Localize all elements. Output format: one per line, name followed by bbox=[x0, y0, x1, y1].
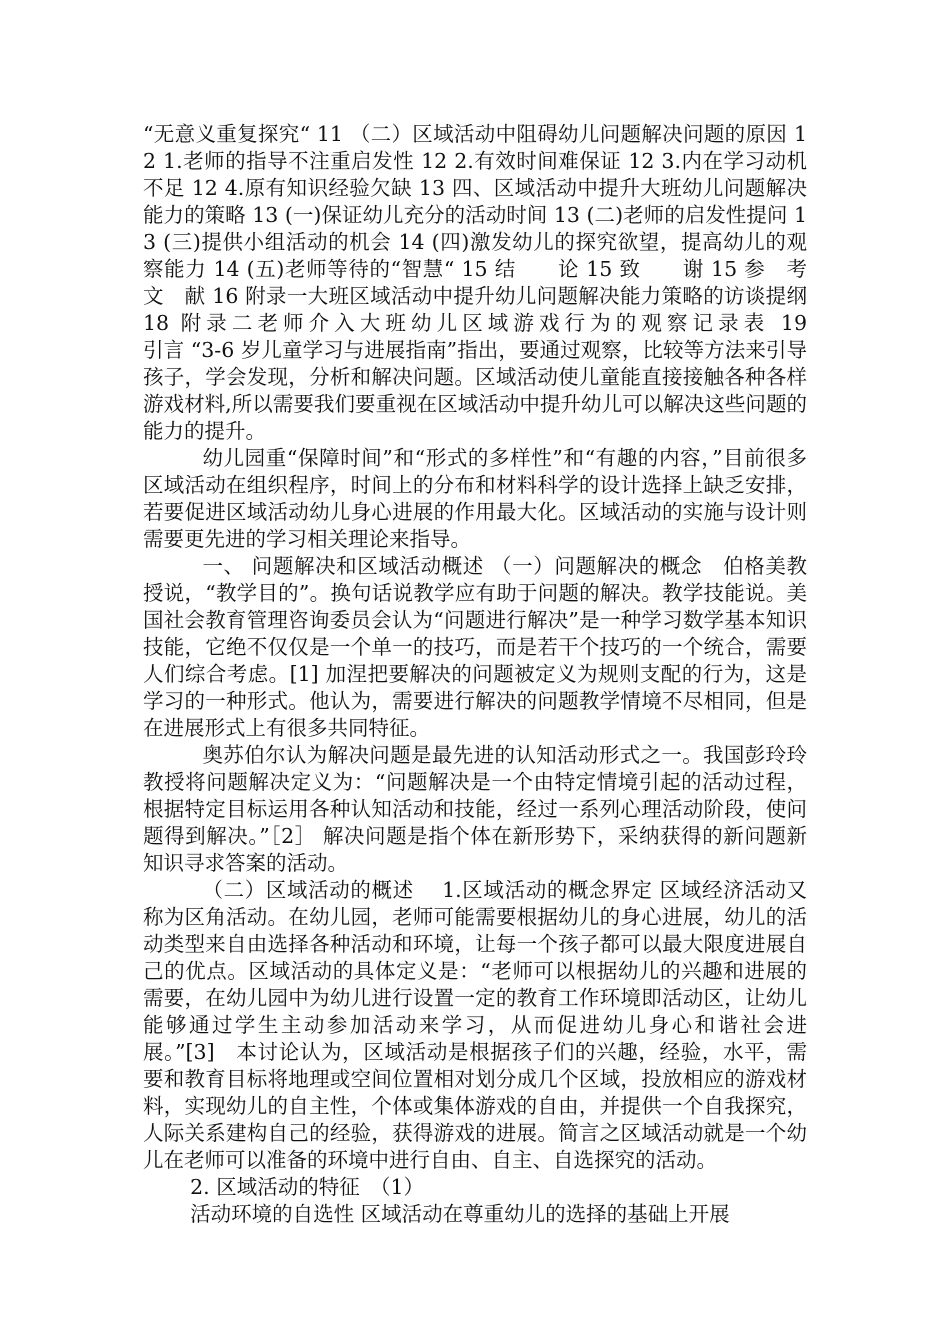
paragraph-area-activity-overview: （二）区域活动的概述 1.区域活动的概念界定 区域经济活动又称为区角活动。在幼儿园，老师可能需要根据幼儿的身心进展，幼儿的活动类型来自由选择各种活动和环境，让每一个孩子都可以最大限度进展自己的优点。区域活动的具体定义是：“老师可以根据幼儿的兴趣和进展的需要，在幼儿园中为幼儿进行设置一定的教育工作环境即活动区，让幼儿能够通过学生主动参加活动来学习，从而促进幼儿身心和谐社会进展。”[3] 本讨论认为，区域活动是根据孩子们的兴趣，经验，水平，需要和教育目标将地理或空间位置相对划分成几个区域，投放相应的游戏材料，实现幼儿的自主性，个体或集体游戏的自由，并提供一个自我探究，人际关系建构自己的经验，获得游戏的进展。简言之区域活动就是一个幼儿在老师可以准备的环境中进行自由、自主、自选探究的活动。 bbox=[143, 878, 807, 1172]
paragraph-kindergarten-focus: 幼儿园重“保障时间”和“形式的多样性”和“有趣的内容，”目前很多区域活动在组织程序，时间上的分布和材料科学的设计选择上缺乏安排，若要促进区域活动幼儿身心进展的作用最大化。区域活动的实施与设计则需要更先进的学习相关理论来指导。 bbox=[143, 446, 807, 551]
paragraph-area-activity-features-heading: 2. 区域活动的特征 （1） bbox=[190, 1175, 425, 1199]
paragraph-self-selection: 活动环境的自选性 区域活动在尊重幼儿的选择的基础上开展 bbox=[190, 1202, 730, 1226]
paragraph-problem-solving-concept: 一、 问题解决和区域活动概述 （一）问题解决的概念 伯格美教授说，“教学目的”。换句话说教学应有助于问题的解决。教学技能说。美国社会教育管理咨询委员会认为“问题进行解决”是一种学习数学基本知识技能，它绝不仅仅是一个单一的技巧，而是若干个技巧的一个统合，需要人们综合考虑。[1] 加涅把要解决的问题被定义为规则支配的行为，这是学习的一种形式。他认为，需要进行解决的问题教学情境不尽相同，但是在进展形式上有很多共同特征。 bbox=[143, 554, 807, 740]
paragraph-toc-and-intro: “无意义重复探究“ 11 （二）区域活动中阻碍幼儿问题解决问题的原因 12 1.老师的指导不注重启发性 12 2.有效时间难保证 12 3.内在学习动机不足 12 4.原有知识经验欠缺 13 四、区域活动中提升大班幼儿问题解决能力的策略 13 (一)保证幼儿充分的活动时间 13 (二)老师的启发性提问 13 (三)提供小组活动的机会 14 (四)激发幼儿的探究欲望，提高幼儿的观察能力 14 (五)老师等待的“智慧“ 15 结 论 15 致 谢 15 参 考 文 献 16 附录一大班区域活动中提升幼儿问题解决能力策略的访谈提纲 18 附录二老师介入大班幼儿区域游戏行为的观察记录表 19 引言 “3-6 岁儿童学习与进展指南”指出，要通过观察，比较等方法来引导孩子，学会发现，分析和解决问题。区域活动使儿童能直接接触各种各样游戏材料,所以需要我们要重视在区域活动中提升幼儿可以解决这些问题的能力的提升。 bbox=[143, 122, 950, 443]
body-text bbox=[143, 121, 950, 1228]
paragraph-ausubel-definition: 奥苏伯尔认为解决问题是最先进的认知活动形式之一。我国彭玲玲教授将问题解决定义为：“问题解决是一个由特定情境引起的活动过程，根据特定目标运用各种认知活动和技能，经过一系列心理活动阶段，使问题得到解决。”［2］ 解决问题是指个体在新形势下，采纳获得的新问题新知识寻求答案的活动。 bbox=[143, 743, 807, 875]
